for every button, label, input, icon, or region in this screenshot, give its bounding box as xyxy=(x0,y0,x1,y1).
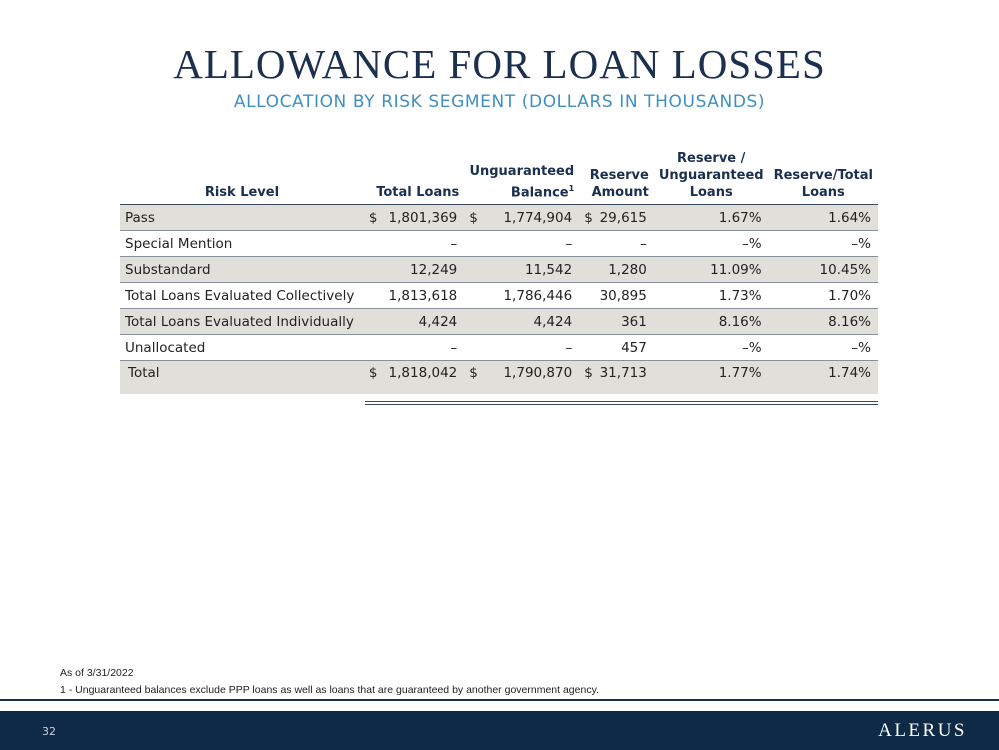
table-row xyxy=(120,231,878,257)
table-row xyxy=(120,335,878,361)
cell-reserve: 30,895 xyxy=(579,283,654,309)
row-label: Pass xyxy=(120,205,364,231)
row-label: Unallocated xyxy=(120,335,364,361)
cell-unguaranteed: 1,790,870 xyxy=(503,365,573,382)
currency-symbol: $ xyxy=(584,365,593,382)
cell-reserve: – xyxy=(579,231,654,257)
footnote: 1 - Unguaranteed balances exclude PPP loans as well as loans that are guaranteed by another government agency. xyxy=(60,684,599,696)
cell-reserve: 1,280 xyxy=(579,257,654,283)
cell-unguaranteed: 1,786,446 xyxy=(464,283,579,309)
cell-total-loans: 4,424 xyxy=(364,309,464,335)
cell-res-total: 1.74% xyxy=(769,361,878,394)
cell-res-total: –% xyxy=(769,335,878,361)
cell-total-loans: 12,249 xyxy=(364,257,464,283)
row-label: Total Loans Evaluated Individually xyxy=(120,309,364,335)
cell-unguaranteed: 4,424 xyxy=(464,309,579,335)
total-double-underline xyxy=(365,401,878,405)
cell-res-unguar: 1.77% xyxy=(654,361,769,394)
cell-res-unguar: –% xyxy=(654,231,769,257)
cell-res-unguar: 1.73% xyxy=(654,283,769,309)
row-label: Total Loans Evaluated Collectively xyxy=(120,283,364,309)
page-number: 32 xyxy=(42,725,56,738)
slide-subtitle: ALLOCATION BY RISK SEGMENT (DOLLARS IN THOUSANDS) xyxy=(233,92,766,112)
currency-symbol: $ xyxy=(469,365,478,382)
cell-total-loans: – xyxy=(364,231,464,257)
currency-symbol: $ xyxy=(368,365,378,382)
cell-res-total: 8.16% xyxy=(769,309,878,335)
row-label: Special Mention xyxy=(120,231,364,257)
cell-reserve: 361 xyxy=(579,309,654,335)
table-row xyxy=(120,309,878,335)
cell-res-total: 1.70% xyxy=(769,283,878,309)
cell-reserve: 31,713 xyxy=(599,365,647,382)
cell-unguaranteed: – xyxy=(464,231,579,257)
risk-segment-table xyxy=(120,150,878,394)
header-risk-level: Risk Level xyxy=(204,185,280,200)
row-label: Total xyxy=(120,361,364,394)
cell-res-total: 10.45% xyxy=(769,257,878,283)
cell-total-loans: – xyxy=(364,335,464,361)
header-reserve-amount: Reserve Amount xyxy=(589,168,649,200)
row-label: Substandard xyxy=(120,257,364,283)
alerus-logo: ALERUS xyxy=(878,720,967,741)
table-row xyxy=(120,205,878,231)
cell-res-unguar: 11.09% xyxy=(654,257,769,283)
cell-reserve: 457 xyxy=(579,335,654,361)
as-of-note: As of 3/31/2022 xyxy=(60,667,134,679)
table-total-row xyxy=(120,361,878,394)
cell-total-loans: 1,813,618 xyxy=(364,283,464,309)
currency-symbol: $ xyxy=(584,209,593,226)
table-row xyxy=(120,283,878,309)
cell-unguaranteed: 11,542 xyxy=(464,257,579,283)
cell-res-unguar: 1.67% xyxy=(654,205,769,231)
cell-res-unguar: 8.16% xyxy=(654,309,769,335)
cell-reserve: 29,615 xyxy=(599,209,647,226)
header-reserve-unguaranteed: Reserve / Unguaranteed Loans xyxy=(658,151,764,200)
cell-total-loans: 1,801,369 xyxy=(388,209,458,226)
table-header-row xyxy=(120,150,878,205)
footer-bar xyxy=(0,711,999,750)
footer-divider xyxy=(0,699,999,701)
cell-total-loans: 1,818,042 xyxy=(388,365,458,382)
slide-title: ALLOWANCE FOR LOAN LOSSES xyxy=(173,41,826,87)
header-unguaranteed-balance: Unguaranteed Balance$^1$ xyxy=(469,163,575,200)
cell-res-total: –% xyxy=(769,231,878,257)
footnote-marker: 1 xyxy=(568,183,575,193)
header-total-loans: Total Loans xyxy=(376,185,460,200)
currency-symbol: $ xyxy=(368,209,378,226)
header-reserve-total: Reserve/Total Loans xyxy=(773,168,873,200)
cell-unguaranteed: 1,774,904 xyxy=(503,209,573,226)
currency-symbol: $ xyxy=(469,209,478,226)
cell-unguaranteed: – xyxy=(464,335,579,361)
cell-res-unguar: –% xyxy=(654,335,769,361)
table-row xyxy=(120,257,878,283)
cell-res-total: 1.64% xyxy=(769,205,878,231)
